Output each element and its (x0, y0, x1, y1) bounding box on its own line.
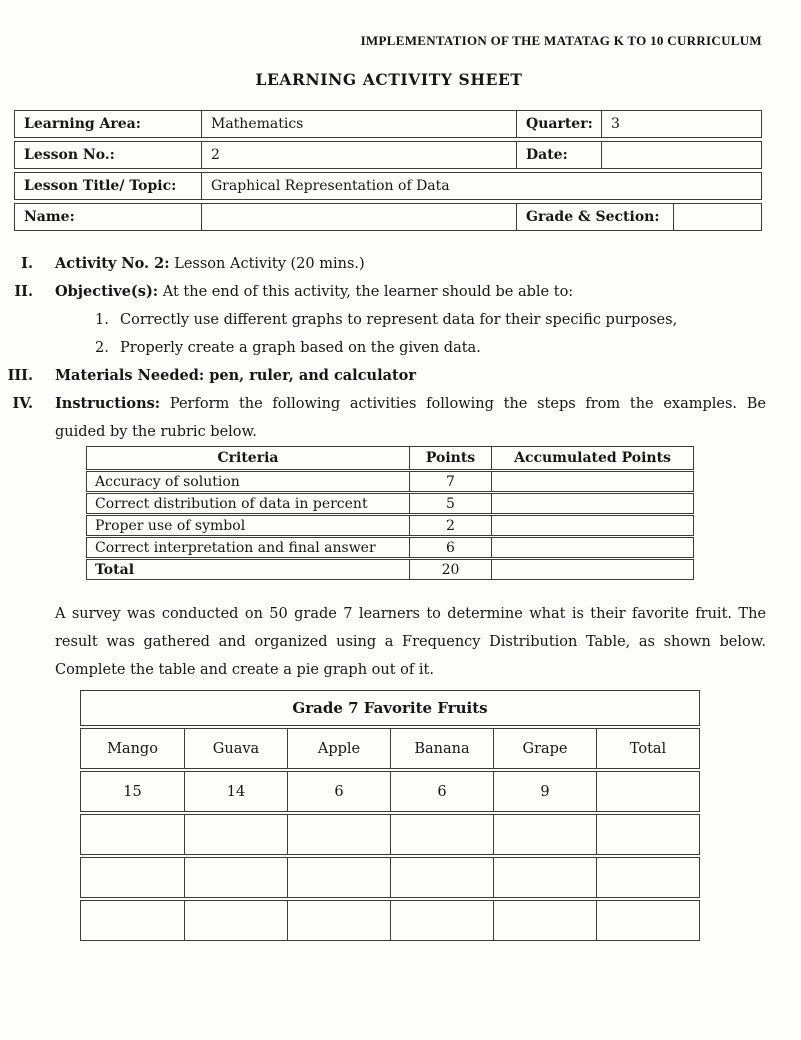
frequency-table-title: Grade 7 Favorite Fruits (292, 699, 488, 717)
empty-cell[interactable] (287, 901, 390, 940)
empty-cell[interactable] (81, 815, 184, 854)
section-label: Instructions: (55, 395, 161, 412)
rubric-row (86, 493, 694, 514)
rubric-header-accumulated: Accumulated Points (491, 447, 693, 469)
section-text (55, 390, 766, 418)
fruit-header-guava: Guava (184, 729, 287, 768)
frequency-cell: 15 (123, 783, 142, 800)
empty-cell[interactable] (390, 858, 493, 897)
section-numeral (0, 418, 33, 446)
empty-cell[interactable] (596, 901, 699, 940)
empty-row (80, 814, 700, 855)
rubric-total-row (86, 559, 694, 580)
frequency-table (80, 690, 700, 943)
empty-cell[interactable] (493, 815, 596, 854)
section-numeral: I. (21, 255, 33, 272)
section-label: Materials Needed: pen, ruler, and calculator (55, 367, 416, 384)
accumulated-cell[interactable] (491, 560, 693, 579)
name-value-cell[interactable] (201, 204, 516, 230)
objective-text: Properly create a graph based on the given data. (120, 340, 481, 356)
objective-item (0, 334, 766, 362)
objective-item (0, 306, 766, 334)
objective-numeral: 1. (95, 312, 109, 328)
points-cell: 6 (409, 538, 491, 557)
frequency-cell: 6 (287, 772, 390, 811)
table-row (14, 141, 762, 169)
frequency-cell: 6 (390, 772, 493, 811)
points-cell: 2 (409, 516, 491, 535)
info-table (14, 110, 762, 234)
fruit-header-banana: Banana (390, 729, 493, 768)
section-label: Objective(s): (55, 283, 159, 300)
accumulated-cell[interactable] (491, 538, 693, 557)
rubric-header-criteria: Criteria (217, 450, 279, 466)
empty-cell[interactable] (287, 815, 390, 854)
empty-cell[interactable] (184, 815, 287, 854)
points-cell: 5 (409, 494, 491, 513)
grade-section-value-cell[interactable] (673, 204, 761, 230)
rubric-row (86, 537, 694, 558)
rubric-header-points: Points (409, 447, 491, 469)
section-instructions-cont (0, 418, 766, 446)
document-header: IMPLEMENTATION OF THE MATATAG K TO 10 CURRICULUM (360, 33, 762, 48)
date-label: Date: (516, 142, 601, 168)
frequency-values-row (80, 771, 700, 812)
section-body: At the end of this activity, the learner should be able to: (158, 284, 574, 300)
criteria-cell: Proper use of symbol (95, 517, 246, 534)
section-numeral: III. (7, 367, 33, 384)
section-body: guided by the rubric below. (55, 424, 257, 440)
section-list (0, 250, 766, 446)
empty-cell[interactable] (493, 901, 596, 940)
lesson-no-value: 2 (201, 142, 516, 168)
section-materials (0, 362, 766, 390)
criteria-cell: Correct interpretation and final answer (95, 539, 376, 556)
points-cell: 7 (409, 472, 491, 491)
rubric-header-row (86, 446, 694, 470)
frequency-header-row (80, 728, 700, 769)
paragraph-line: Complete the table and create a pie graph out of it. (55, 662, 434, 678)
frequency-cell: 9 (493, 772, 596, 811)
quarter-value: 3 (601, 111, 761, 137)
section-activity (0, 250, 766, 278)
fruit-header-grape: Grape (493, 729, 596, 768)
empty-cell[interactable] (287, 858, 390, 897)
section-body: Lesson Activity (20 mins.) (169, 256, 365, 272)
criteria-cell: Total (95, 561, 135, 578)
accumulated-cell[interactable] (491, 472, 693, 491)
frequency-table-title-row (80, 690, 700, 726)
empty-cell[interactable] (184, 858, 287, 897)
empty-row (80, 857, 700, 898)
frequency-total-cell[interactable] (596, 772, 699, 811)
accumulated-cell[interactable] (491, 494, 693, 513)
empty-cell[interactable] (81, 858, 184, 897)
quarter-label: Quarter: (516, 111, 601, 137)
criteria-cell: Accuracy of solution (95, 473, 240, 490)
section-numeral: II. (14, 283, 33, 300)
lesson-no-label: Lesson No.: (24, 147, 115, 163)
empty-cell[interactable] (493, 858, 596, 897)
learning-area-label: Learning Area: (24, 116, 141, 132)
table-row (14, 203, 762, 231)
empty-cell[interactable] (390, 815, 493, 854)
lesson-title-label: Lesson Title/ Topic: (24, 178, 177, 194)
fruit-header-total: Total (596, 729, 699, 768)
section-numeral: IV. (12, 395, 33, 412)
criteria-cell: Correct distribution of data in percent (95, 495, 368, 512)
fruit-header-apple: Apple (287, 729, 390, 768)
frequency-cell: 14 (184, 772, 287, 811)
rubric-table (86, 446, 694, 581)
objective-text: Correctly use different graphs to represent data for their specific purposes, (120, 312, 678, 328)
section-text (55, 250, 766, 278)
learning-area-value: Mathematics (201, 111, 516, 137)
table-row (14, 172, 762, 200)
points-cell: 20 (409, 560, 491, 579)
empty-cell[interactable] (390, 901, 493, 940)
fruit-header-mango: Mango (107, 740, 158, 757)
rubric-row (86, 471, 694, 492)
lesson-title-value: Graphical Representation of Data (201, 173, 761, 199)
section-text (55, 278, 766, 306)
section-label: Activity No. 2: (55, 255, 170, 272)
paragraph-line: A survey was conducted on 50 grade 7 learners to determine what is their favorite fruit. The (55, 606, 766, 622)
empty-cell[interactable] (184, 901, 287, 940)
survey-paragraph (55, 600, 766, 684)
accumulated-cell[interactable] (491, 516, 693, 535)
name-label: Name: (24, 209, 75, 225)
empty-cell[interactable] (81, 901, 184, 940)
empty-cell[interactable] (596, 815, 699, 854)
table-row (14, 110, 762, 138)
section-instructions (0, 390, 766, 418)
section-objectives (0, 278, 766, 306)
page-title: LEARNING ACTIVITY SHEET (255, 70, 523, 89)
empty-cell[interactable] (596, 858, 699, 897)
empty-row (80, 900, 700, 941)
objective-numeral: 2. (95, 340, 109, 356)
date-value-cell[interactable] (601, 142, 761, 168)
section-body: Perform the following activities following the steps from the examples. Be (160, 396, 766, 412)
rubric-row (86, 515, 694, 536)
grade-section-label: Grade & Section: (516, 204, 673, 230)
paragraph-line: result was gathered and organized using a Frequency Distribution Table, as shown below. (55, 634, 766, 650)
